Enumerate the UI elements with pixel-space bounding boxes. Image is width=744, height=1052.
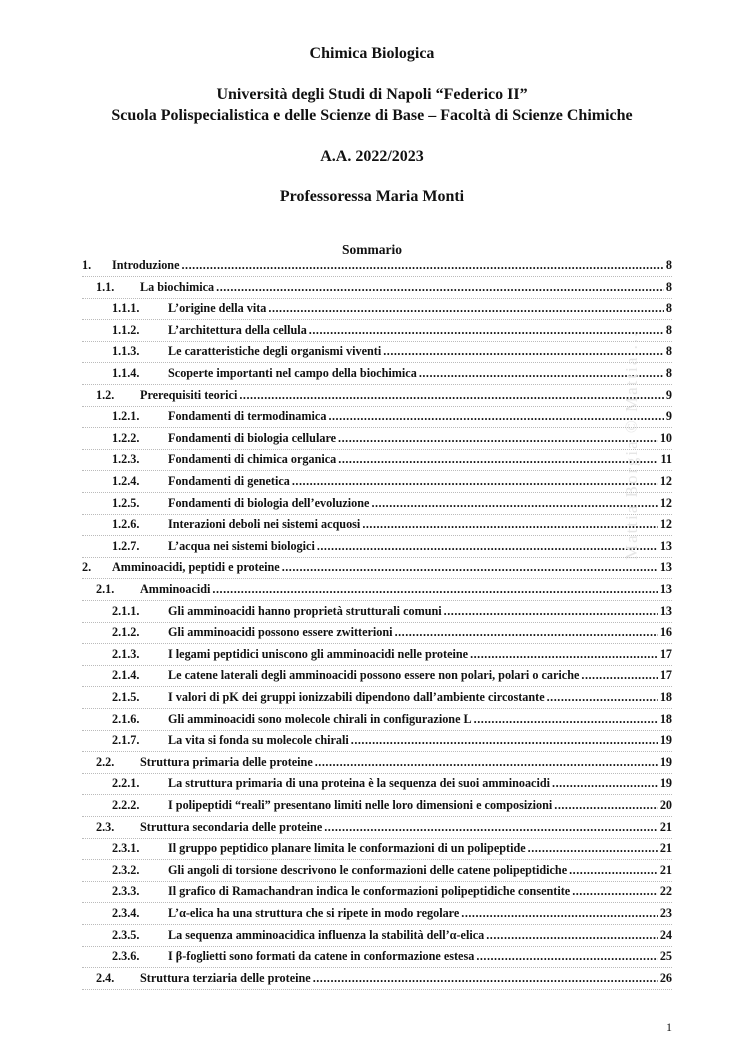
toc-leader-dots xyxy=(554,798,658,813)
toc-leader-dots xyxy=(292,474,658,489)
toc-entry-page: 12 xyxy=(659,474,672,488)
toc-entry-page: 8 xyxy=(665,344,672,359)
toc-divider xyxy=(82,622,672,623)
toc-leader-dots xyxy=(239,388,664,403)
toc-entry[interactable] xyxy=(112,949,672,967)
toc-entry-title: Le catene laterali degli amminoacidi possono essere non polari, polari o cariche xyxy=(168,668,580,683)
toc-entry-number: 1.2.5. xyxy=(112,495,140,510)
toc-divider xyxy=(82,902,672,903)
toc-leader-dots xyxy=(461,906,658,921)
university-name: Università degli Studi di Napoli “Federico II” xyxy=(216,86,528,103)
toc-entry-title: Struttura primaria delle proteine xyxy=(140,754,313,769)
toc-leader-dots xyxy=(572,884,658,899)
toc-divider xyxy=(82,794,672,795)
toc-leader-dots xyxy=(470,647,658,662)
toc-entry[interactable] xyxy=(96,820,672,838)
toc-entry[interactable] xyxy=(112,733,672,751)
toc-entry-title: Struttura secondaria delle proteine xyxy=(140,819,323,834)
toc-entry-number: 1.2.2. xyxy=(112,430,140,445)
toc-entry-number: 2.3.2. xyxy=(112,862,140,877)
toc-entry-title: Amminoacidi xyxy=(140,582,211,596)
toc-leader-dots xyxy=(444,604,658,619)
toc-entry-number: 2.4. xyxy=(96,970,115,985)
toc-entry[interactable] xyxy=(112,604,672,622)
toc-leader-dots xyxy=(338,431,658,446)
toc-entry-page: 25 xyxy=(659,949,672,964)
toc-divider xyxy=(82,946,672,947)
toc-entry[interactable] xyxy=(96,388,672,406)
toc-divider xyxy=(82,341,672,342)
toc-leader-dots xyxy=(315,755,658,770)
toc-divider xyxy=(82,665,672,666)
toc-entry-page: 24 xyxy=(659,927,672,942)
toc-divider xyxy=(82,362,672,363)
toc-entry-number: 2. xyxy=(82,560,92,575)
toc-entry[interactable] xyxy=(82,560,672,578)
toc-entry-number: 1.2. xyxy=(96,387,115,402)
toc-entry-title: Fondamenti di chimica organica xyxy=(168,452,337,467)
toc-leader-dots xyxy=(268,301,664,316)
toc-entry-page: 10 xyxy=(659,430,672,445)
toc-entry[interactable] xyxy=(112,517,672,535)
academic-year: A.A. 2022/2023 xyxy=(320,148,424,165)
toc-leader-dots xyxy=(362,517,658,532)
toc-entry[interactable] xyxy=(112,863,672,881)
toc-entry[interactable] xyxy=(96,971,672,989)
toc-entry-number: 2.2.2. xyxy=(112,798,140,812)
toc-entry-title: Gli amminoacidi hanno proprietà strutturali comuni xyxy=(168,603,442,618)
toc-entry-title: L’origine della vita xyxy=(168,301,267,316)
toc-entry-title: Gli angoli di torsione descrivono le conformazioni delle catene polipeptidiche xyxy=(168,862,568,877)
toc-leader-dots xyxy=(351,733,658,748)
toc-divider xyxy=(82,751,672,752)
toc-entry[interactable] xyxy=(112,496,672,514)
toc-entry[interactable] xyxy=(112,474,672,492)
toc-entry-page: 13 xyxy=(659,560,672,575)
toc-entry-page: 8 xyxy=(665,322,672,337)
toc-entry-page: 12 xyxy=(659,517,672,532)
toc-entry-number: 1.2.1. xyxy=(112,409,140,424)
toc-entry-number: 2.3.3. xyxy=(112,884,140,899)
toc-leader-dots xyxy=(328,409,663,424)
toc-leader-dots xyxy=(317,539,658,554)
toc-entry-title: Fondamenti di biologia cellulare xyxy=(168,430,337,445)
toc-entry-page: 17 xyxy=(659,646,672,661)
toc-entry-number: 2.3.6. xyxy=(112,949,140,964)
toc-entry-page: 22 xyxy=(659,884,672,899)
toc-entry[interactable] xyxy=(112,906,672,924)
toc-entry-number: 2.3.5. xyxy=(112,927,140,942)
toc-leader-dots xyxy=(569,863,658,878)
toc-entry[interactable] xyxy=(96,755,672,773)
toc-entry-number: 1.1.1. xyxy=(112,301,140,316)
toc-leader-dots xyxy=(309,323,664,338)
toc-divider xyxy=(82,427,672,428)
toc-divider xyxy=(82,384,672,385)
toc-entry-number: 1.2.6. xyxy=(112,517,140,532)
toc-entry-title: L’acqua nei sistemi biologici xyxy=(168,538,315,553)
toc-divider xyxy=(82,686,672,687)
toc-entry-number: 2.3. xyxy=(96,819,115,834)
toc-leader-dots xyxy=(528,841,658,856)
toc-entry-page: 13 xyxy=(659,582,672,596)
toc-leader-dots xyxy=(547,690,658,705)
toc-entry-title: La biochimica xyxy=(140,279,215,294)
toc-divider xyxy=(82,881,672,882)
toc-entry-number: 2.1.6. xyxy=(112,711,140,726)
toc-entry-page: 8 xyxy=(665,279,672,294)
toc-entry-page: 9 xyxy=(665,387,672,402)
toc-entry-title: I polipeptidi “reali” presentano limiti nelle loro dimensioni e composizioni xyxy=(168,798,553,812)
toc-entry-title: I β-foglietti sono formati da catene in conformazione estesa xyxy=(168,949,475,964)
toc-entry-page: 8 xyxy=(665,301,672,316)
toc-entry[interactable] xyxy=(112,301,672,319)
page-number: 1 xyxy=(666,1020,672,1034)
toc-entry-number: 1.2.3. xyxy=(112,452,140,467)
toc-entry-number: 1.2.4. xyxy=(112,474,140,488)
toc-entry-number: 2.1.4. xyxy=(112,668,140,683)
toc-entry[interactable] xyxy=(112,647,672,665)
toc-entry-page: 20 xyxy=(659,798,672,812)
school-name: Scuola Polispecialistica e delle Scienze di Base – Facoltà di Scienze Chimiche xyxy=(111,107,633,124)
professor-name: Professoressa Maria Monti xyxy=(279,188,465,205)
toc-leader-dots xyxy=(552,776,658,791)
toc-divider xyxy=(82,406,672,407)
toc-entry-title: Il gruppo peptidico planare limita le conformazioni di un polipeptide xyxy=(168,841,526,856)
toc-entry-number: 1. xyxy=(82,258,92,272)
toc-divider xyxy=(82,838,672,839)
toc-leader-dots xyxy=(313,971,658,986)
toc-entry-title: La sequenza amminoacidica influenza la stabilità dell’α-elica xyxy=(168,927,485,942)
toc-entry[interactable] xyxy=(112,884,672,902)
toc-entry-page: 11 xyxy=(660,452,672,467)
toc-divider xyxy=(82,514,672,515)
toc-entry-page: 9 xyxy=(665,409,672,424)
toc-entry-title: Introduzione xyxy=(112,258,180,272)
toc-entry[interactable] xyxy=(112,539,672,557)
toc-entry-title: Gli amminoacidi sono molecole chirali in configurazione L xyxy=(168,711,472,726)
toc-leader-dots xyxy=(182,258,664,273)
toc-entry[interactable] xyxy=(112,431,672,449)
toc-leader-dots xyxy=(216,280,664,295)
toc-entry-title: La struttura primaria di una proteina è la sequenza dei suoi amminoacidi xyxy=(168,776,551,791)
toc-entry[interactable] xyxy=(112,452,672,470)
toc-entry-page: 23 xyxy=(659,906,672,920)
toc-divider xyxy=(82,989,672,990)
toc-divider xyxy=(82,535,672,536)
toc-leader-dots xyxy=(395,625,658,640)
toc-entry-page: 21 xyxy=(659,841,672,856)
toc-entry[interactable] xyxy=(112,409,672,427)
toc-entry-number: 2.2.1. xyxy=(112,776,140,791)
toc-entry[interactable] xyxy=(112,690,672,708)
toc-entry[interactable] xyxy=(112,344,672,362)
toc-divider xyxy=(82,470,672,471)
toc-divider xyxy=(82,816,672,817)
toc-entry-title: Fondamenti di biologia dell’evoluzione xyxy=(168,495,370,510)
watermark: Mattia Borgia © Mattia ... xyxy=(622,330,641,560)
toc-entry[interactable] xyxy=(96,280,672,298)
toc-entry-page: 17 xyxy=(659,668,672,683)
toc-entry[interactable] xyxy=(112,323,672,341)
toc-leader-dots xyxy=(486,928,658,943)
toc-entry-page: 21 xyxy=(659,862,672,877)
toc-entry-number: 2.1.3. xyxy=(112,646,140,661)
toc-divider xyxy=(82,730,672,731)
toc-entry-title: L’α-elica ha una struttura che si ripete in modo regolare xyxy=(168,906,460,920)
toc-divider xyxy=(82,600,672,601)
toc-entry[interactable] xyxy=(112,798,672,816)
toc-entry-number: 2.1. xyxy=(96,582,115,596)
toc-divider xyxy=(82,449,672,450)
toc-entry-title: I valori di pK dei gruppi ionizzabili dipendono dall’ambiente circostante xyxy=(168,690,545,704)
toc-entry-title: Interazioni deboli nei sistemi acquosi xyxy=(168,517,361,532)
toc-entry[interactable] xyxy=(112,928,672,946)
toc-entry-number: 2.1.1. xyxy=(112,603,140,618)
toc-entry-title: L’architettura della cellula xyxy=(168,322,307,337)
toc-entry[interactable] xyxy=(112,776,672,794)
toc-entry-title: La vita si fonda su molecole chirali xyxy=(168,733,349,748)
toc-entry-number: 2.2. xyxy=(96,754,115,769)
toc-entry-number: 1.2.7. xyxy=(112,538,140,553)
toc-title: Sommario xyxy=(342,242,402,257)
toc-entry-title: Scoperte importanti nel campo della biochimica xyxy=(168,366,417,380)
toc-entry-title: Fondamenti di genetica xyxy=(168,474,290,488)
toc-entry[interactable] xyxy=(112,625,672,643)
toc-entry-title: Prerequisiti teorici xyxy=(140,387,238,402)
toc-divider xyxy=(82,557,672,558)
toc-divider xyxy=(82,967,672,968)
toc-entry-title: Il grafico di Ramachandran indica le conformazioni polipeptidiche consentite xyxy=(168,884,571,899)
toc-entry[interactable] xyxy=(112,668,672,686)
toc-divider xyxy=(82,773,672,774)
toc-entry-page: 19 xyxy=(659,776,672,791)
toc-entry[interactable] xyxy=(112,841,672,859)
toc-entry-number: 1.1.4. xyxy=(112,366,140,380)
toc-entry-page: 19 xyxy=(659,754,672,769)
toc-leader-dots xyxy=(324,820,658,835)
toc-entry-number: 2.3.4. xyxy=(112,906,140,920)
toc-entry[interactable] xyxy=(82,258,672,276)
toc-entry-page: 8 xyxy=(665,366,672,380)
toc-divider xyxy=(82,708,672,709)
toc-entry-title: Le caratteristiche degli organismi viventi xyxy=(168,344,382,359)
toc-entry[interactable] xyxy=(96,582,672,600)
toc-divider xyxy=(82,276,672,277)
course-title: Chimica Biologica xyxy=(309,45,435,62)
toc-entry-number: 1.1.2. xyxy=(112,322,140,337)
toc-leader-dots xyxy=(338,452,658,467)
toc-entry-number: 2.3.1. xyxy=(112,841,140,856)
toc-leader-dots xyxy=(581,668,657,683)
toc-entry-number: 1.1. xyxy=(96,279,115,294)
toc-divider xyxy=(82,578,672,579)
toc-divider xyxy=(82,924,672,925)
toc-entry-page: 21 xyxy=(659,819,672,834)
toc-divider xyxy=(82,298,672,299)
toc-entry[interactable] xyxy=(112,366,672,384)
toc-entry-title: I legami peptidici uniscono gli amminoacidi nelle proteine xyxy=(168,646,469,661)
toc-entry-title: Amminoacidi, peptidi e proteine xyxy=(112,560,280,575)
toc-entry[interactable] xyxy=(112,712,672,730)
toc-entry-page: 8 xyxy=(665,258,672,272)
toc-leader-dots xyxy=(476,949,658,964)
toc-entry-page: 13 xyxy=(659,538,672,553)
toc-entry-page: 18 xyxy=(659,711,672,726)
toc-entry-page: 19 xyxy=(659,733,672,748)
toc-divider xyxy=(82,643,672,644)
toc-entry-number: 2.1.5. xyxy=(112,690,140,704)
toc-entry-title: Gli amminoacidi possono essere zwitterioni xyxy=(168,625,393,640)
toc-entry-number: 2.1.7. xyxy=(112,733,140,748)
toc-divider xyxy=(82,319,672,320)
toc-entry-page: 13 xyxy=(659,603,672,618)
toc-entry-number: 2.1.2. xyxy=(112,625,140,640)
toc-entry-title: Struttura terziaria delle proteine xyxy=(140,970,311,985)
toc-entry-page: 16 xyxy=(659,625,672,640)
toc-divider xyxy=(82,859,672,860)
toc-entry-page: 18 xyxy=(659,690,672,704)
toc-entry-page: 26 xyxy=(659,970,672,985)
toc-leader-dots xyxy=(474,712,658,727)
toc-leader-dots xyxy=(371,496,657,511)
toc-divider xyxy=(82,492,672,493)
toc-entry-number: 1.1.3. xyxy=(112,344,140,359)
toc-entry-title: Fondamenti di termodinamica xyxy=(168,409,327,424)
toc-leader-dots xyxy=(212,582,657,597)
toc-leader-dots xyxy=(282,560,658,575)
toc-entry-page: 12 xyxy=(659,495,672,510)
